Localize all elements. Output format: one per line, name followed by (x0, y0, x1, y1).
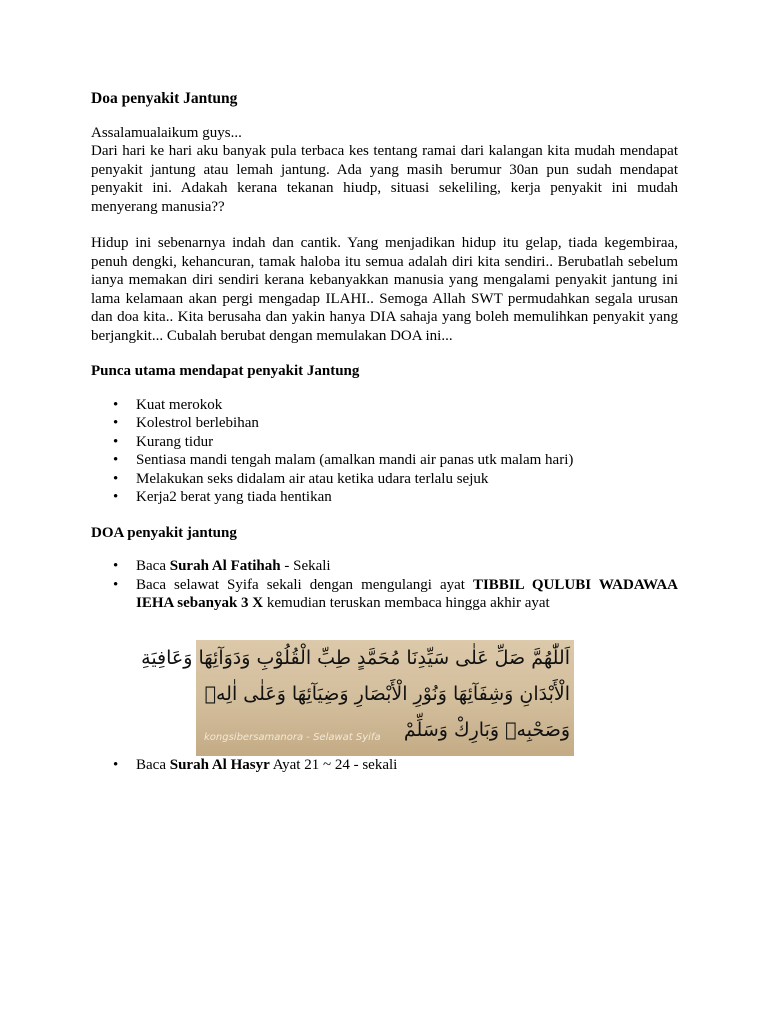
doa-heading: DOA penyakit jantung (91, 524, 237, 541)
doa-step-hasyr (91, 756, 678, 775)
step-text: kemudian teruskan membaca hingga akhir ayat (263, 595, 550, 611)
step-text: Baca (136, 558, 170, 574)
image-caption: kongsibersamanora - Selawat Syifa (204, 732, 381, 743)
step-emphasis: Surah Al Fatihah (169, 558, 281, 574)
list-item: • Kolestrol berlebihan (91, 414, 678, 433)
list-item: • Kerja2 berat yang tiada hentikan (91, 488, 678, 507)
arabic-line-1: اَللّٰهُمَّ صَلِّ عَلٰى سَيِّدِنَا مُحَمَّدٍ طِبِّ الْقُلُوْبِ وَدَوَآئِهَا وَعَافِيَةِ (141, 646, 570, 669)
list-item: • Sentiasa mandi tengah malam (amalkan mandi air panas utk malam hari) (91, 451, 678, 470)
step-text: Ayat 21 ~ 24 - sekali (269, 756, 398, 773)
doa-steps-list-2 (91, 756, 678, 775)
list-item: • Kurang tidur (91, 433, 678, 452)
doa-steps-list (91, 557, 678, 613)
causes-list (91, 396, 678, 507)
intro-paragraph-2: Hidup ini sebenarnya indah dan cantik. Yang menjadikan hidup itu gelap, tiada kegembiraa, penuh dengki, kehancuran, tamak haloba itu semua adalah diri kita sendiri.. Berubatlah sebelum ianya memakan diri sendiri kerana kebanyakkan manusia yang mengalami penyakit jantung ini lama kelamaan akan pergi mengadap ILAHI.. Semoga Allah SWT permudahkan segala urusan dan doa kita.. Kita berusaha dan yakin hanya DIA sahaja yang boleh memulihkan penyakit yang berjangkit... Cubalah berubat dengan memulakan DOA ini... (91, 235, 678, 344)
causes-heading: Punca utama mendapat penyakit Jantung (91, 363, 360, 379)
document-page (91, 90, 678, 774)
step-text: Baca (136, 756, 170, 773)
step-emphasis: Surah Al Hasyr (169, 756, 270, 773)
arabic-line-2: الْأَبْدَانِ وَشِفَآئِهَا وَنُوْرِ الْأَبْصَارِ وَضِيَآئِهَا وَعَلٰى اٰلِهٖ (204, 682, 570, 705)
step-text: - Sekali (280, 558, 331, 574)
list-item: • Kuat merokok (91, 396, 678, 415)
step-emphasis: TIBBIL QULUBI WADAWAA IEHA sebanyak 3 X (136, 576, 678, 611)
intro-paragraph-1: Dari hari ke hari aku banyak pula terbaca kes tentang ramai dari kalangan kita mudah mendapat penyakit jantung atau lemah jantung. Ada yang masih berumur 30an pun sudah mendapat penyakit ini. Adakah kerana tekanan hiudp, situasi sekeliling, kerja penyakit ini mudah menyerang manusia?? (91, 143, 678, 215)
doa-step-selawat (91, 576, 678, 613)
selawat-syifa-image (141, 640, 574, 756)
doa-step-fatihah (91, 557, 678, 576)
page-title: Doa penyakit Jantung (91, 90, 238, 107)
step-text: Baca selawat Syifa sekali dengan mengulangi ayat (136, 576, 473, 593)
greeting: Assalamualaikum guys... (91, 124, 242, 141)
arabic-line-3: وَصَحْبِهٖ وَبَارِكْ وَسَلِّمْ (403, 718, 570, 741)
list-item: • Melakukan seks didalam air atau ketika udara terlalu sejuk (91, 470, 678, 489)
